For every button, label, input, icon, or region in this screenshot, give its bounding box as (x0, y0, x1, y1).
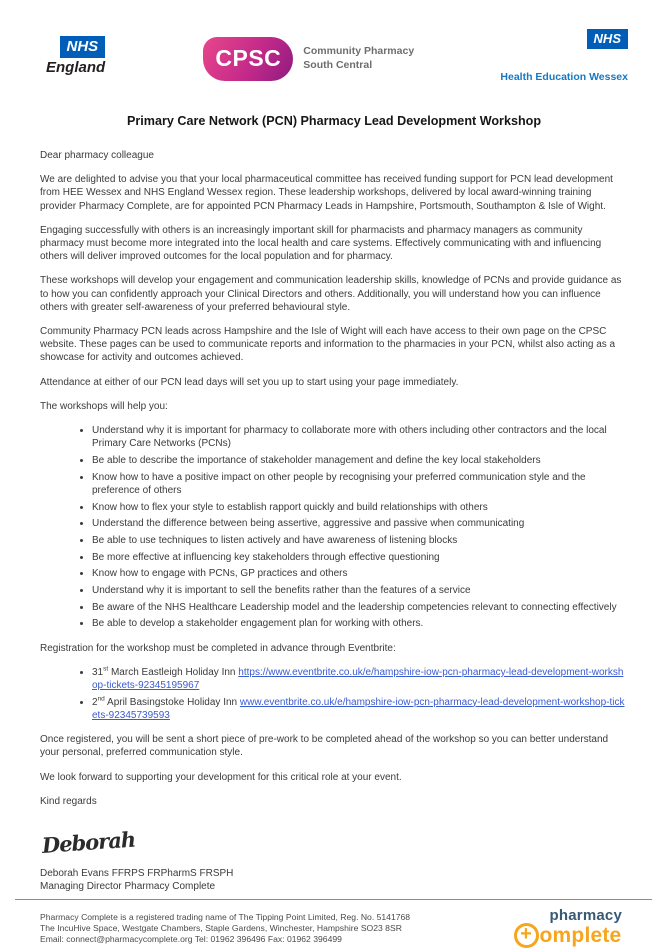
cpsc-logo (203, 37, 414, 81)
event-venue: March Eastleigh Holiday Inn (108, 666, 239, 678)
plus-circle-icon: + (514, 923, 539, 948)
list-item: • Be able to describe the importance of stakeholder management and define the key local stakeholders (92, 454, 628, 467)
greeting: Dear pharmacy colleague (40, 150, 154, 161)
paragraph: We look forward to supporting your development for this critical role at your event. (40, 771, 402, 783)
pharmacy-complete-logo (514, 908, 622, 948)
list-item: • Understand why it is important for pharmacy to collaborate more with others including other contractors and the local Primary Care Networks (PCNs) (92, 424, 628, 450)
workshops-intro: The workshops will help you: (40, 400, 168, 412)
footer-line: The IncuHive Space, Westgate Chambers, Staple Gardens, Winchester, Hampshire SO23 8SR (40, 923, 402, 934)
event-item (92, 666, 628, 692)
header-logos (40, 24, 628, 96)
nhs-logo-icon: NHS (60, 36, 106, 58)
nhs-england-label: England (46, 59, 106, 76)
event-date-ordinal: st (103, 665, 109, 673)
signatory-title: Managing Director Pharmacy Complete (40, 880, 216, 892)
cpsc-line1: Community Pharmacy (303, 45, 415, 58)
list-item: • Be able to use techniques to listen actively and have awareness of listening blocks (92, 534, 628, 547)
paragraph: These workshops will develop your engagement and communication leadership skills, knowledge of PCNs and provide guidance as to how you can confidently approach your Clinical Directors and others. Additionally, you will understand how you can influence others with greater self-awareness of your preferred behavioural style. (40, 275, 622, 313)
cpsc-logo-icon: CPSC (203, 37, 293, 81)
list-item: • Be aware of the NHS Healthcare Leadership model and the leadership competencies relevant to connecting effectively (92, 601, 628, 614)
paragraph: Once registered, you will be sent a short piece of pre-work to be completed ahead of the workshop so you can better understand your personal, preferred communication style. (40, 734, 609, 759)
event-item (92, 696, 628, 722)
eventbrite-link[interactable]: https://www.eventbrite.co.uk/e/hampshire-iow-pcn-pharmacy-lead-development-workshop-tickets-92345195967 (92, 666, 624, 692)
cpsc-line2: South Central (303, 59, 373, 71)
footer (40, 907, 628, 948)
event-registration-list (40, 666, 628, 722)
footer-company-info (40, 912, 410, 946)
event-venue: April Basingstoke Holiday Inn (104, 696, 240, 708)
footer-line: Email: connect@pharmacycomplete.org Tel: 01962 396496 Fax: 01962 396499 (40, 934, 342, 945)
event-date: 31 (92, 666, 104, 678)
pharmacy-complete-omplete: omplete (539, 924, 622, 948)
nhs-england-logo (46, 36, 105, 76)
list-item: • Know how to have a positive impact on other people by recognising your preferred communication style and the preference of others (92, 471, 628, 497)
event-date-ordinal: nd (97, 695, 105, 703)
footer-divider (15, 899, 652, 900)
list-item: • Understand the difference between being assertive, aggressive and passive when communicating (92, 517, 628, 530)
signatory-name: Deborah Evans FFRPS FRPharmS FRSPH (40, 868, 234, 880)
paragraph: We are delighted to advise you that your local pharmaceutical committee has received funding support for PCN lead development from HEE Wessex and NHS England Wessex region. These leadership workshops, delivered by local award-winning training provider Pharmacy Complete, are for appointed PCN Pharmacy Leads in Hampshire, Portsmouth, Southampton & Isle of Wight. (40, 174, 613, 212)
nhs-logo-icon: NHS (587, 29, 628, 49)
list-item: • Be more effective at influencing key stakeholders through effective questioning (92, 551, 628, 564)
list-item: • Know how to engage with PCNs, GP practices and others (92, 567, 628, 580)
handwritten-signature: Deborah (41, 826, 136, 858)
event-date: 2 (92, 696, 98, 708)
cpsc-logo-text (303, 45, 414, 72)
list-item: • Understand why it is important to sell the benefits rather than the features of a service (92, 584, 628, 597)
health-education-wessex-logo (500, 29, 628, 83)
registration-intro: Registration for the workshop must be completed in advance through Eventbrite: (40, 642, 396, 654)
paragraph: Engaging successfully with others is an increasingly important skill for pharmacists and pharmacy managers as community pharmacy must become more integrated into the local health and care systems. Effectively communicating with and influencing others will deliver improved outcomes for the local population and for pharmacy. (40, 224, 602, 263)
eventbrite-link[interactable]: www.eventbrite.co.uk/e/hampshire-iow-pcn-pharmacy-lead-development-workshop-tickets-92345739593 (92, 696, 625, 721)
sign-off: Kind regards (40, 795, 97, 807)
footer-line: Pharmacy Complete is a registered trading name of The Tipping Point Limited, Reg. No. 5141768 (40, 912, 411, 923)
list-item: • Be able to develop a stakeholder engagement plan for working with others. (92, 617, 628, 630)
paragraph: Community Pharmacy PCN leads across Hampshire and the Isle of Wight will each have access to their own page on the CPSC website. These pages can be used to communicate reports and information to the pharmacies in your PCN, whilst also acting as a showcase for activity and outcomes achieved. (40, 326, 616, 364)
health-education-wessex-label: Health Education Wessex (500, 71, 628, 83)
pharmacy-complete-word-top: pharmacy (549, 907, 622, 925)
workshop-benefits-list (40, 424, 628, 631)
list-item: • Know how to flex your style to establish rapport quickly and build relationships with others (92, 501, 628, 514)
page-title: Primary Care Network (PCN) Pharmacy Lead Development Workshop (126, 114, 542, 128)
paragraph: Attendance at either of our PCN lead days will set you up to start using your page immediately. (40, 376, 459, 388)
